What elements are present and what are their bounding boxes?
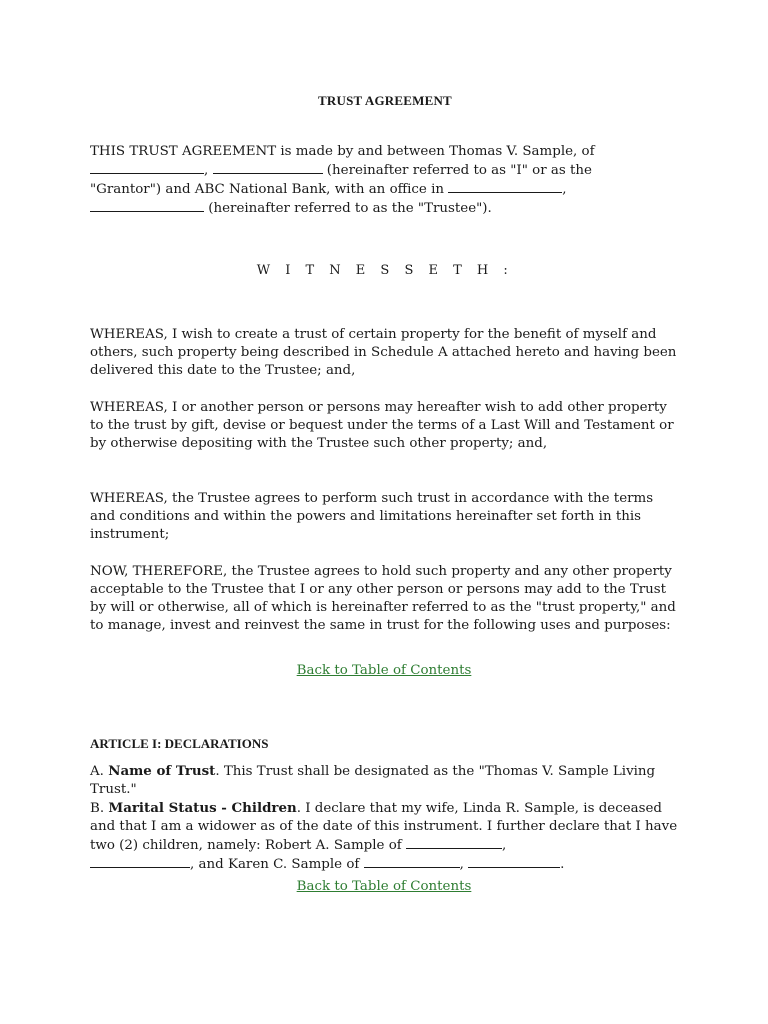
section-b-sep-1: , [502, 838, 507, 853]
section-b-text-2: , and Karen C. Sample of [190, 857, 360, 872]
blank-bank-city [448, 180, 562, 193]
blank-robert-state [90, 855, 190, 868]
whereas-paragraph-1: WHEREAS, I wish to create a trust of certain property for the benefit of myself and others, such property being described in Schedule A attached hereto and having been delivered this date to the Trustee; and, [90, 327, 677, 378]
section-a-heading: Name of Trust [108, 763, 216, 779]
now-therefore-paragraph: NOW, THEREFORE, the Trustee agrees to hold such property and any other property acceptable to the Trustee that I or any other person or persons may add to the Trust by will or otherwise, all of which is hereinafter referred to as the "trust property," and to manage, invest and reinvest the same in trust for the following uses and purposes: [90, 564, 676, 633]
blank-karen-city [364, 855, 460, 868]
blank-karen-state [468, 855, 560, 868]
article-sections [90, 762, 680, 874]
intro-line-1: THIS TRUST AGREEMENT is made by and between Thomas V. Sample, of [90, 144, 595, 159]
document-title: TRUST AGREEMENT [318, 93, 452, 108]
section-b-text-1: . I declare that my wife, Linda R. Sample, is deceased and that I am a widower as of the date of this instrument. I further declare that I have two (2) children, namely: Robert A. Sample of [90, 801, 678, 853]
intro-line-3: "Grantor") and ABC National Bank, with an office in [90, 182, 445, 197]
intro-separator: , [204, 163, 209, 178]
section-b-heading: Marital Status - Children [108, 800, 297, 816]
intro-line-4: (hereinafter referred to as the "Trustee"). [208, 201, 492, 216]
intro-paragraph [90, 143, 680, 218]
blank-grantor-state [213, 161, 323, 174]
intro-line-3-end: , [562, 182, 567, 197]
section-a-text: . This Trust shall be designated as the "Thomas V. Sample Living Trust." [90, 764, 656, 797]
section-b-end: . [560, 857, 565, 872]
section-b-prefix: B. [90, 801, 105, 816]
blank-grantor-city [90, 161, 204, 174]
back-to-toc-link-2[interactable]: Back to Table of Contents [296, 879, 472, 894]
blank-bank-state [90, 199, 204, 212]
article-heading: ARTICLE I: DECLARATIONS [90, 736, 269, 751]
witnesseth-heading: W I T N E S S E T H : [256, 263, 514, 278]
intro-line-2: (hereinafter referred to as "I" or as the [326, 163, 592, 178]
whereas-paragraph-3: WHEREAS, the Trustee agrees to perform such trust in accordance with the terms and conditions and within the powers and limitations hereinafter set forth in this instrument; [90, 491, 654, 542]
back-to-toc-link-1[interactable]: Back to Table of Contents [296, 663, 472, 678]
section-a-prefix: A. [90, 764, 104, 779]
section-b-sep-2: , [459, 857, 464, 872]
blank-robert-city [406, 836, 502, 849]
whereas-paragraph-2: WHEREAS, I or another person or persons may hereafter wish to add other property to the trust by gift, devise or bequest under the terms of a Last Will and Testament or by otherwise depositing with the Trustee such other property; and, [90, 400, 674, 451]
